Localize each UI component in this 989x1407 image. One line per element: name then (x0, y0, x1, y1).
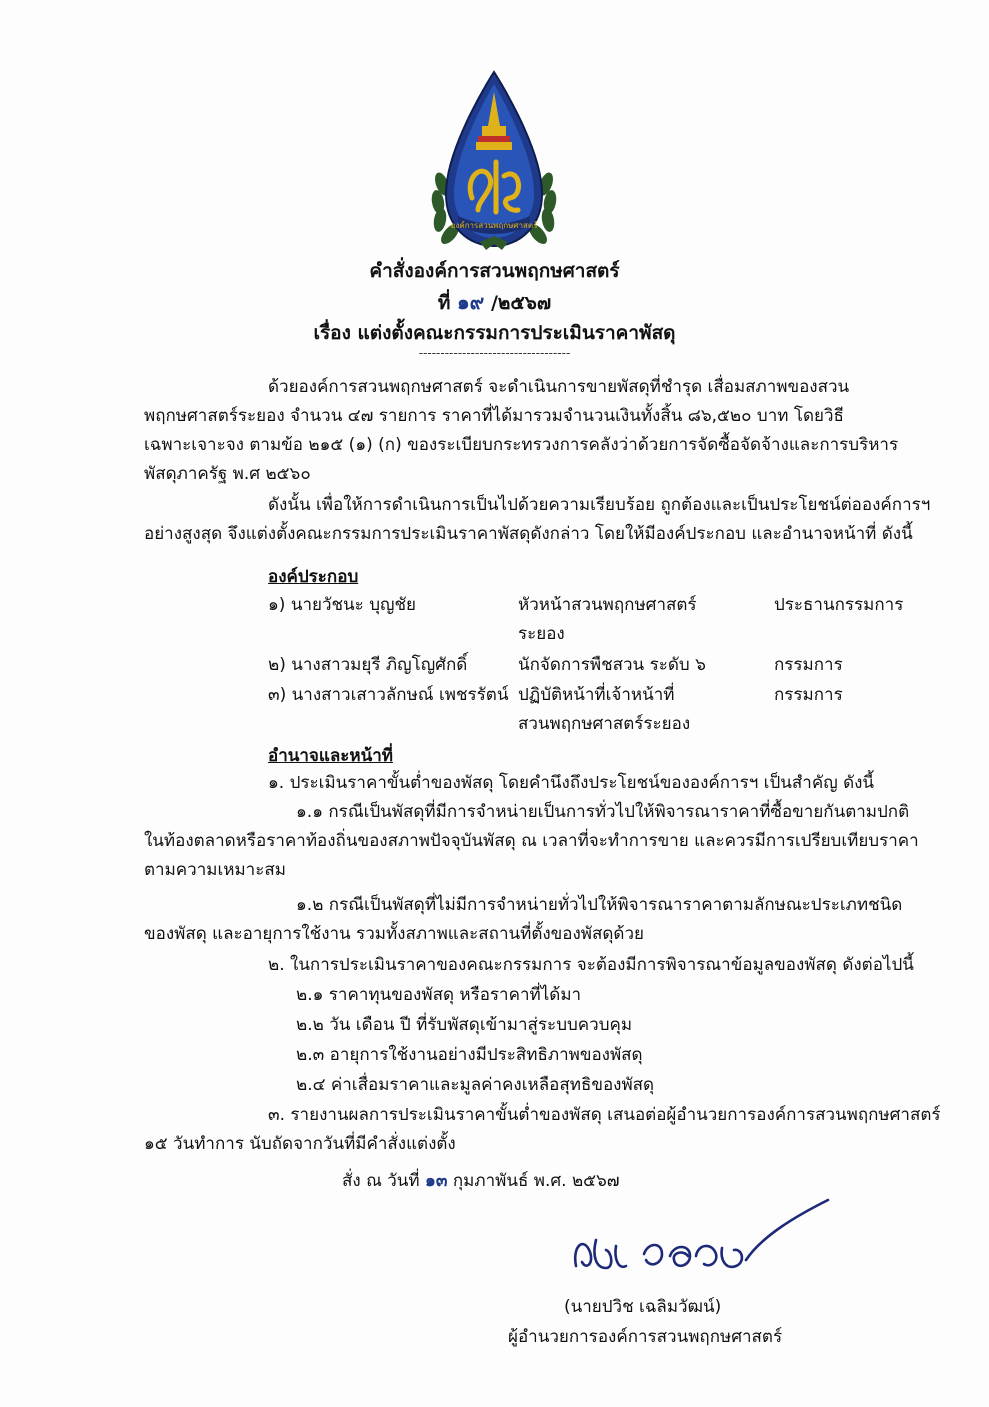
date-suffix: กุมภาพันธ์ พ.ศ. ๒๕๖๗ (452, 1171, 620, 1191)
duty-item-3-line-1: ๓. รายงานผลการประเมินราคาขั้นต่ำของพัสดุ เสนอต่อผู้อำนวยการองค์การสวนพฤกษศาสตร์ (268, 1105, 941, 1125)
duty-item-2: ๒. ในการประเมินราคาของคณะกรรมการ จะต้องมีการพิจารณาข้อมูลของพัสดุ ดังต่อไปนี้ (268, 955, 914, 975)
divider-line: ----------------------------------- (418, 346, 571, 360)
order-number-handwritten: ๑๙ (456, 290, 485, 314)
member-role: ประธานกรรมการ (774, 595, 904, 615)
member-position: หัวหน้าสวนพฤกษศาสตร์ (518, 595, 697, 615)
composition-heading: องค์ประกอบ (268, 567, 359, 587)
para2-line-2: อย่างสูงสุด จึงแต่งตั้งคณะกรรมการประเมินราคาพัสดุดังกล่าว โดยให้มีองค์ประกอบ และอำนาจหน้าที่ ดังนี้ (144, 524, 913, 544)
para1-line-2: พฤกษศาสตร์ระยอง จำนวน ๔๗ รายการ ราคาที่ได้มารวมจำนวนเงินทั้งสิ้น ๘๖,๕๒๐ บาท โดยวิธี (144, 406, 844, 426)
order-date (342, 1170, 620, 1192)
member-role: กรรมการ (774, 655, 843, 675)
duty-item-1-1-line-3: ตามความเหมาะสม (144, 860, 286, 880)
order-number-suffix: /๒๕๖๗ (490, 292, 552, 314)
duty-item-3-line-2: ๑๕ วันทำการ นับถัดจากวันที่มีคำสั่งแต่งตั้ง (144, 1134, 456, 1154)
member-position: นักจัดการพืชสวน ระดับ ๖ (518, 655, 706, 675)
member-position-cont: ระยอง (518, 624, 565, 644)
duty-item-2-1: ๒.๑ ราคาทุนของพัสดุ หรือราคาที่ได้มา (296, 985, 582, 1005)
member-position-cont: สวนพฤกษศาสตร์ระยอง (518, 714, 691, 734)
duties-heading: อำนาจและหน้าที่ (268, 746, 393, 766)
member-name: ๓) นางสาวเสาวลักษณ์ เพชรรัตน์ (268, 685, 509, 705)
para2-line-1: ดังนั้น เพื่อให้การดำเนินการเป็นไปด้วยความเรียบร้อย ถูกต้องและเป็นประโยชน์ต่อองค์การฯ (268, 495, 931, 515)
duty-item-1-2-line-2: ของพัสดุ และอายุการใช้งาน รวมทั้งสภาพและสถานที่ตั้งของพัสดุด้วย (144, 924, 644, 944)
order-title: คำสั่งองค์การสวนพฤกษศาสตร์ (369, 260, 620, 282)
duty-item-1-1-line-2: ในท้องตลาดหรือราคาท้องถิ่นของสภาพปัจจุบันพัสดุ ณ เวลาที่จะทำการขาย และควรมีการเปรียบเทียบราคา (144, 831, 919, 851)
order-number (0, 286, 989, 318)
member-name: ๑) นายวัชนะ บุญชัย (268, 595, 416, 615)
logo-banner-text: องค์การสวนพฤกษศาสตร์ (450, 221, 538, 230)
signer-name: (นายปวิช เฉลิมวัฒน์) (564, 1297, 722, 1317)
date-handwritten: ๑๓ (425, 1171, 448, 1191)
member-name: ๒) นางสาวมยุรี ภิญโญศักดิ์ (268, 655, 468, 675)
duty-item-2-4: ๒.๔ ค่าเสื่อมราคาและมูลค่าคงเหลือสุทธิของพัสดุ (296, 1075, 655, 1095)
duty-item-1: ๑. ประเมินราคาขั้นต่ำของพัสดุ โดยคำนึงถึงประโยชน์ขององค์การฯ เป็นสำคัญ ดังนี้ (268, 773, 875, 793)
date-prefix: สั่ง ณ วันที่ (342, 1171, 420, 1191)
duty-item-1-2-line-1: ๑.๒ กรณีเป็นพัสดุที่ไม่มีการจำหน่ายทั่วไปให้พิจารณาราคาตามลักษณะประเภทชนิด (296, 895, 903, 915)
organization-logo-icon (424, 66, 564, 252)
duty-item-2-2: ๒.๒ วัน เดือน ปี ที่รับพัสดุเข้ามาสู่ระบบควบคุม (296, 1015, 633, 1035)
signature-icon (566, 1196, 836, 1286)
para1-line-4: พัสดุภาครัฐ พ.ศ ๒๕๖๐ (144, 464, 311, 484)
member-position: ปฏิบัติหน้าที่เจ้าหน้าที่ (518, 685, 675, 705)
para1-line-3: เฉพาะเจาะจง ตามข้อ ๒๑๕ (๑) (ก) ของระเบียบกระทรวงการคลังว่าด้วยการจัดซื้อจัดจ้างและการบริหาร (144, 435, 899, 455)
order-number-prefix: ที่ (437, 292, 451, 314)
duty-item-1-1-line-1: ๑.๑ กรณีเป็นพัสดุที่มีการจำหน่ายเป็นการทั่วไปให้พิจารณาราคาที่ซื้อขายกันตามปกติ (296, 802, 910, 822)
duty-item-2-3: ๒.๓ อายุการใช้งานอย่างมีประสิทธิภาพของพัสดุ (296, 1045, 643, 1065)
member-role: กรรมการ (774, 685, 843, 705)
signer-title: ผู้อำนวยการองค์การสวนพฤกษศาสตร์ (508, 1327, 783, 1347)
para1-line-1: ด้วยองค์การสวนพฤกษศาสตร์ จะดำเนินการขายพัสดุที่ชำรุด เสื่อมสภาพของสวน (268, 377, 850, 397)
order-subject: เรื่อง แต่งตั้งคณะกรรมการประเมินราคาพัสดุ (313, 322, 676, 344)
